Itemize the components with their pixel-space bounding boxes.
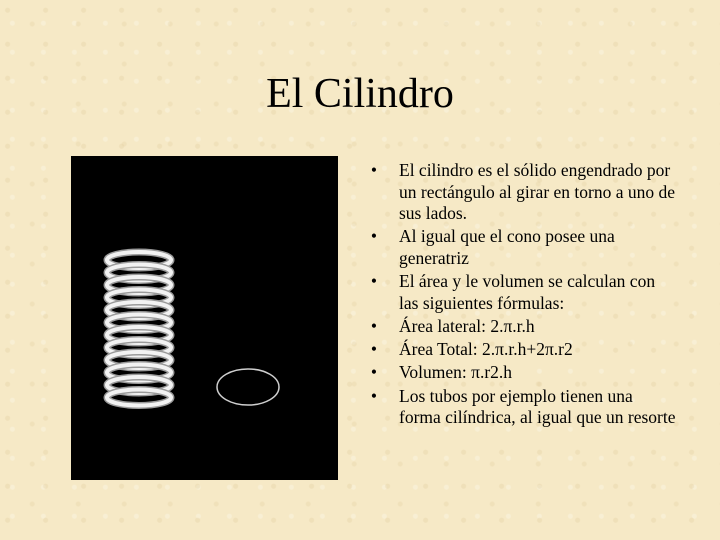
bullet-text: Los tubos por ejemplo tienen una forma cilíndrica, al igual que un resorte: [399, 385, 676, 428]
slide-title: [0, 68, 720, 120]
bullet-item: [367, 386, 677, 429]
bullet-text: Volumen: π.r2.h: [399, 362, 513, 383]
bullet-marker: •: [370, 315, 378, 336]
bullet-item: [367, 271, 677, 314]
ellipse-outline-icon: [217, 369, 279, 405]
bullet-item: [367, 316, 677, 338]
spring-coil-icon: [107, 252, 171, 406]
bullet-text: Área lateral: 2.π.r.h: [399, 315, 535, 336]
slide-title-text: El Cilindro: [266, 71, 454, 117]
bullet-item: [367, 226, 677, 269]
bullet-text: El área y le volumen se calculan con las siguientes fórmulas:: [399, 271, 656, 313]
bullet-text: El cilindro es el sólido engendrado por un rectángulo al girar en torno a uno de sus lados.: [399, 160, 676, 224]
bullet-list: [367, 160, 677, 430]
bullet-marker: •: [370, 160, 378, 180]
bullet-item: [367, 362, 677, 384]
bullet-text: Al igual que el cono posee una generatriz: [399, 226, 615, 268]
bullet-marker: •: [370, 362, 378, 383]
bullet-marker: •: [370, 271, 378, 292]
bullet-item: [367, 339, 677, 361]
bullet-marker: •: [370, 339, 378, 360]
bullet-marker: •: [370, 385, 378, 406]
spring-drawing: [71, 156, 338, 480]
bullet-item: [367, 160, 677, 225]
bullet-marker: •: [370, 226, 378, 247]
bullet-text: Área Total: 2.π.r.h+2π.r2: [399, 339, 573, 360]
spring-image: [71, 156, 338, 480]
